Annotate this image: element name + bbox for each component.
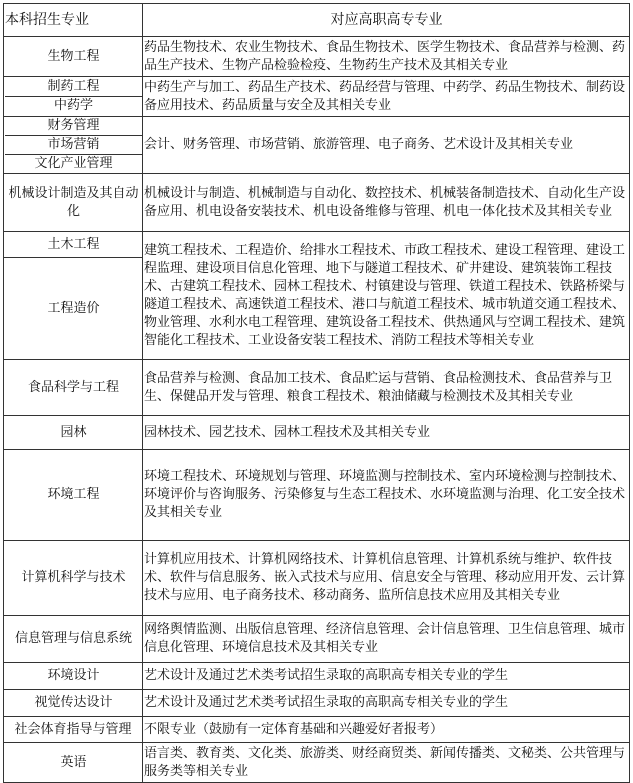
- table-row: [4, 37, 630, 77]
- vocational-majors: 建筑工程技术、工程造价、给排水工程技术、市政工程技术、建设工程管理、建设工程监理、建设项目信息化管理、地下与隧道工程技术、矿井建设、建筑装饰工程技术、古建筑工程技术、园林工程技术、村镇建设与管理、铁道工程技术、铁路桥梁与隧道工程技术、高速铁道工程技术、港口与航道工程技术、城市轨道交通工程技术、物业管理、水利水电工程管理、建筑设备工程技术、供热通风与空调工程技术、建筑智能化工程技术、工业设备安装工程技术、消防工程技术等相关专业: [143, 232, 630, 360]
- undergrad-major-group: [4, 117, 143, 174]
- undergrad-major: 财务管理: [5, 117, 142, 136]
- vocational-majors: 计算机应用技术、计算机网络技术、计算机信息管理、计算机系统与维护、软件技术、软件与信息服务、嵌入式技术与应用、信息安全与管理、移动应用开发、云计算技术与应用、电子商务技术、移动商务、监所信息技术应用及其相关专业: [143, 541, 630, 616]
- undergrad-major: 视觉传达设计: [4, 690, 143, 717]
- vocational-majors: 艺术设计及通过艺术类考试招生录取的高职高专相关专业的学生: [143, 690, 630, 717]
- table-row: [4, 416, 630, 450]
- undergrad-major: 社会体育指导与管理: [4, 717, 143, 743]
- table-row: [4, 616, 630, 663]
- undergrad-major: 环境设计: [4, 663, 143, 690]
- table-row: [4, 174, 630, 232]
- table-row: [4, 360, 630, 416]
- vocational-majors: 语言类、教育类、文化类、旅游类、财经商贸类、新闻传播类、文秘类、公共管理与服务类等相关专业: [143, 743, 630, 783]
- undergrad-major: 土木工程: [4, 232, 143, 258]
- undergrad-major: 信息管理与信息系统: [4, 616, 143, 663]
- undergrad-major: 中药学: [53, 98, 93, 113]
- vocational-majors: 网络舆情监测、出版信息管理、经济信息管理、会计信息管理、卫生信息管理、城市信息化管理、环境信息技术及其相关专业: [143, 616, 630, 663]
- table-row: [4, 232, 630, 258]
- table-row: [4, 690, 630, 717]
- vocational-majors: 中药生产与加工、药品生产技术、药品经营与管理、中药学、药品生物技术、制药设备应用技术、药品质量与安全及其相关专业: [143, 77, 630, 117]
- undergrad-major: 制药工程: [5, 78, 142, 97]
- vocational-majors: 不限专业（鼓励有一定体育基础和兴趣爱好者报考）: [143, 717, 630, 743]
- undergrad-major: 食品科学与工程: [4, 360, 143, 416]
- undergrad-major: 工程造价: [4, 258, 143, 360]
- table-row: [4, 77, 630, 117]
- undergrad-major-group: [4, 77, 143, 117]
- major-mapping-table: [3, 3, 630, 783]
- table-row: [4, 541, 630, 616]
- table-row: [4, 663, 630, 690]
- undergrad-major: 环境工程: [4, 450, 143, 541]
- header-vocational-major: 对应高职高专专业: [143, 4, 630, 37]
- table-row: [4, 717, 630, 743]
- header-row: [4, 4, 630, 37]
- undergrad-major: 机械设计制造及其自动化: [4, 174, 143, 232]
- vocational-majors: 食品营养与检测、食品加工技术、食品贮运与营销、食品检测技术、食品营养与卫生、保健品开发与管理、粮食工程技术、粮油储藏与检测技术及其相关专业: [143, 360, 630, 416]
- vocational-majors: 园林技术、园艺技术、园林工程技术及其相关专业: [143, 416, 630, 450]
- table-row: [4, 743, 630, 783]
- table-row: [4, 450, 630, 541]
- undergrad-major: 英语: [4, 743, 143, 783]
- vocational-majors: 机械设计与制造、机械制造与自动化、数控技术、机械装备制造技术、自动化生产设备应用、机电设备安装技术、机电设备维修与管理、机电一体化技术及其相关专业: [143, 174, 630, 232]
- undergrad-major: 生物工程: [4, 37, 143, 77]
- undergrad-major: 园林: [4, 416, 143, 450]
- vocational-majors: 会计、财务管理、市场营销、旅游管理、电子商务、艺术设计及其相关专业: [143, 117, 630, 174]
- undergrad-major: 计算机科学与技术: [4, 541, 143, 616]
- vocational-majors: 环境工程技术、环境规划与管理、环境监测与控制技术、室内环境检测与控制技术、环境评价与咨询服务、污染修复与生态工程技术、水环境监测与治理、化工安全技术及其相关专业: [143, 450, 630, 541]
- vocational-majors: 艺术设计及通过艺术类考试招生录取的高职高专相关专业的学生: [143, 663, 630, 690]
- table-row: [4, 117, 630, 174]
- vocational-majors: 药品生物技术、农业生物技术、食品生物技术、医学生物技术、食品营养与检测、药品生产技术、生物产品检验检疫、生物药生产技术及其相关专业: [143, 37, 630, 77]
- undergrad-major: 文化产业管理: [34, 156, 113, 171]
- header-undergrad-major: 本科招生专业: [4, 4, 143, 37]
- undergrad-major: 市场营销: [5, 136, 142, 155]
